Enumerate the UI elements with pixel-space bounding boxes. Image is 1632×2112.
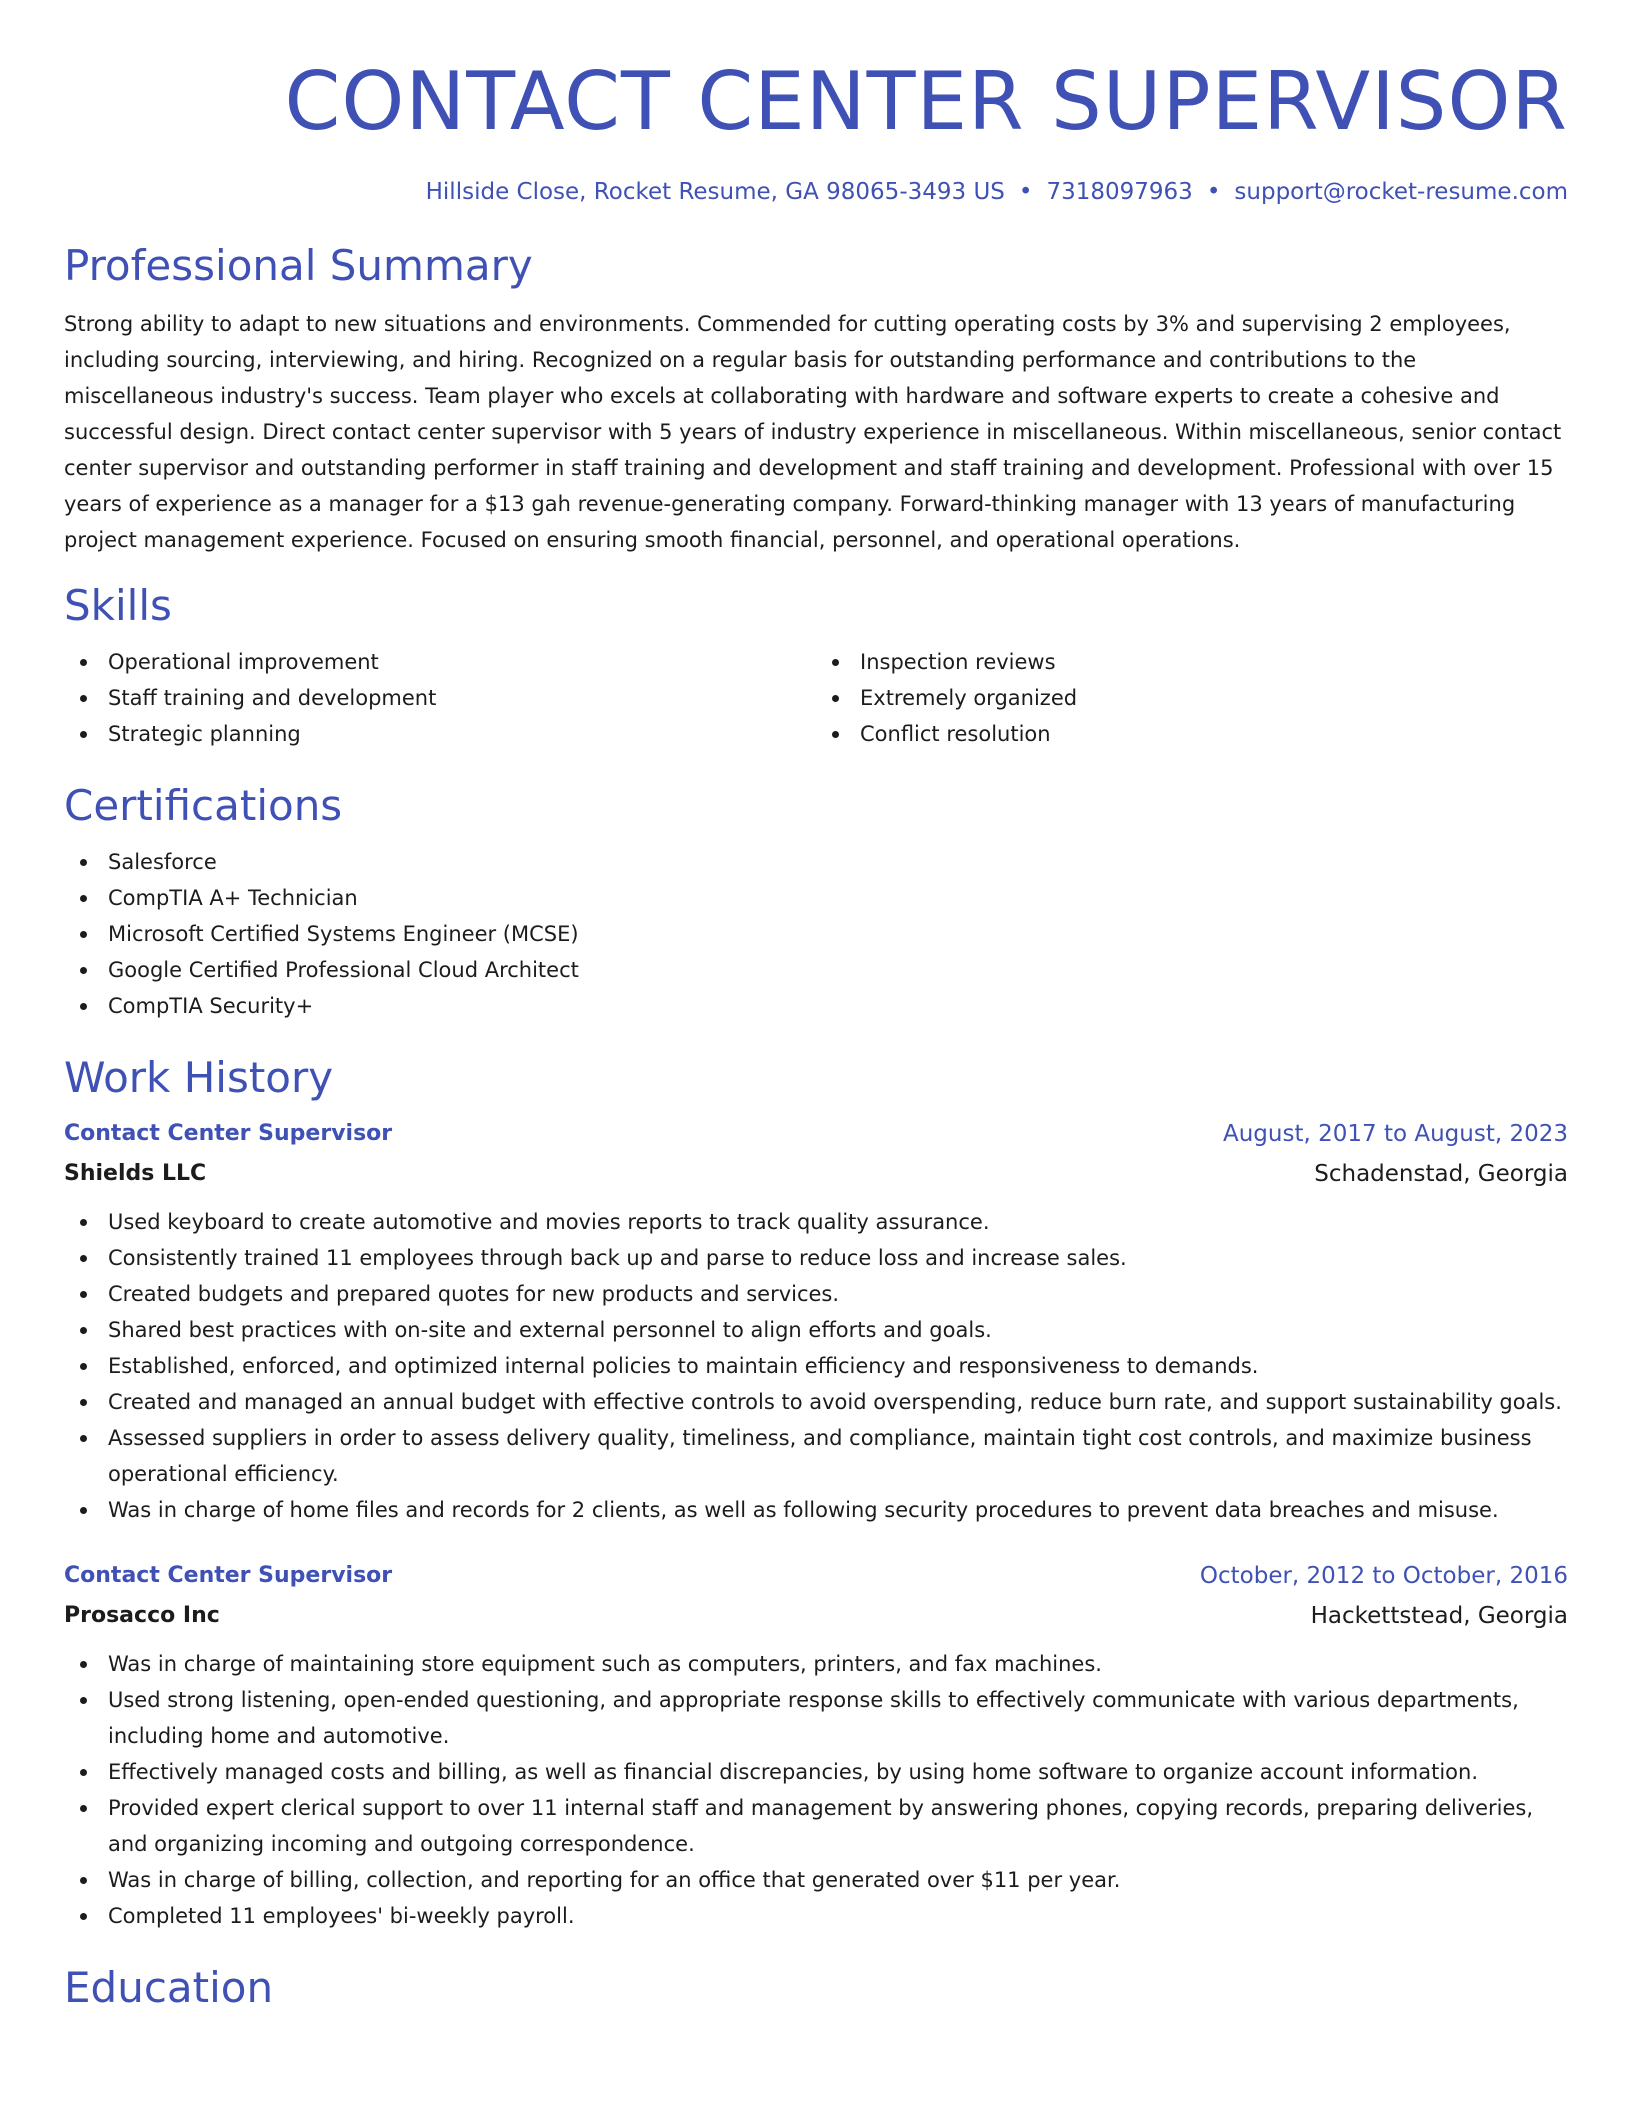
contact-phone: 7318097963: [1046, 179, 1193, 205]
resume-header: [64, 0, 1568, 208]
contact-separator: •: [1206, 179, 1221, 205]
job-bullet: Was in charge of maintaining store equipment such as computers, printers, and fax machines.: [64, 1646, 1568, 1682]
section-title-summary: Professional Summary: [64, 241, 533, 290]
job-bullets: [64, 1204, 1568, 1528]
section-title-education: Education: [64, 1963, 274, 2012]
job-bullet: Used strong listening, open-ended questioning, and appropriate response skills to effectively communicate with various departments, including home and automotive.: [64, 1682, 1568, 1754]
job-bullet: Created budgets and prepared quotes for new products and services.: [64, 1276, 1568, 1312]
summary-text: Strong ability to adapt to new situations and environments. Commended for cutting operating costs by 3% and supervising 2 employees, including sourcing, interviewing, and hiring. Recognized on a regular basis for outstanding performance and contributions to the miscellaneous industry's success. Team player who excels at collaborating with hardware and software experts to create a cohesive and successful design. Direct contact center supervisor with 5 years of industry experience in miscellaneous. Within miscellaneous, senior contact center supervisor and outstanding performer in staff training and development and staff training and development. Professional with over 15 years of experience as a manager for a $13 gah revenue-generating company. Forward-thinking manager with 13 years of manufacturing project management experience. Focused on ensuring smooth financial, personnel, and operational operations.: [64, 312, 1562, 552]
certifications-list: [64, 844, 1568, 1024]
skill-item: Strategic planning: [64, 716, 816, 752]
skills-list-left: [64, 644, 816, 752]
job-company: Shields LLC: [64, 1161, 207, 1186]
skill-item: Operational improvement: [64, 644, 816, 680]
certification-item: Salesforce: [64, 844, 1568, 880]
section-title-skills: Skills: [64, 581, 172, 630]
certifications-section: [64, 780, 1568, 1024]
job-bullets: [64, 1646, 1568, 1934]
job-entry: [64, 1116, 1568, 1528]
skill-item: Inspection reviews: [816, 644, 1568, 680]
certification-item: Google Certified Professional Cloud Architect: [64, 952, 1568, 988]
job-dates: August, 2017 to August, 2023: [1223, 1121, 1568, 1147]
skills-list-right: [816, 644, 1568, 752]
skills-columns: [64, 644, 1568, 752]
section-title-work-history: Work History: [64, 1053, 334, 1102]
job-bullet: Completed 11 employees' bi-weekly payroll.: [64, 1898, 1568, 1934]
education-section: [64, 1962, 1568, 2014]
job-company-row: [64, 1598, 1568, 1634]
job-dates: October, 2012 to October, 2016: [1199, 1563, 1568, 1589]
job-title-row: [64, 1558, 1568, 1594]
job-bullet: Used keyboard to create automotive and movies reports to track quality assurance.: [64, 1204, 1568, 1240]
section-title-certifications: Certifications: [64, 781, 343, 830]
contact-email[interactable]: support@rocket-resume.com: [1234, 179, 1568, 205]
work-history-section: [64, 1052, 1568, 1934]
job-bullet: Shared best practices with on-site and external personnel to align efforts and goals.: [64, 1312, 1568, 1348]
contact-line: [64, 176, 1568, 208]
job-bullet: Established, enforced, and optimized internal policies to maintain efficiency and responsiveness to demands.: [64, 1348, 1568, 1384]
job-location: Schadenstad, Georgia: [1314, 1161, 1568, 1187]
summary-section: [64, 240, 1568, 558]
skill-item: Conflict resolution: [816, 716, 1568, 752]
job-company: Prosacco Inc: [64, 1603, 220, 1628]
job-bullet: Created and managed an annual budget with effective controls to avoid overspending, reduce burn rate, and support sustainability goals.: [64, 1384, 1568, 1420]
job-bullet: Provided expert clerical support to over 11 internal staff and management by answering phones, copying records, preparing deliveries, and organizing incoming and outgoing correspondence.: [64, 1790, 1568, 1862]
job-location: Hackettstead, Georgia: [1310, 1603, 1568, 1629]
resume-name: CONTACT CENTER SUPERVISOR: [284, 55, 1568, 148]
job-entry: [64, 1558, 1568, 1934]
contact-address: Hillside Close, Rocket Resume, GA 98065-3493 US: [425, 179, 1005, 205]
skill-item: Staff training and development: [64, 680, 816, 716]
certification-item: Microsoft Certified Systems Engineer (MCSE): [64, 916, 1568, 952]
certification-item: CompTIA Security+: [64, 988, 1568, 1024]
job-bullet: Consistently trained 11 employees through back up and parse to reduce loss and increase sales.: [64, 1240, 1568, 1276]
job-company-row: [64, 1156, 1568, 1192]
job-title: Contact Center Supervisor: [64, 1563, 393, 1588]
job-title-row: [64, 1116, 1568, 1152]
skills-section: [64, 580, 1568, 752]
job-bullet: Assessed suppliers in order to assess delivery quality, timeliness, and compliance, maintain tight cost controls, and maximize business operational efficiency.: [64, 1420, 1568, 1492]
job-title: Contact Center Supervisor: [64, 1121, 393, 1146]
contact-separator: •: [1018, 179, 1033, 205]
job-bullet: Was in charge of home files and records for 2 clients, as well as following security procedures to prevent data breaches and misuse.: [64, 1492, 1568, 1528]
skill-item: Extremely organized: [816, 680, 1568, 716]
job-bullet: Effectively managed costs and billing, as well as financial discrepancies, by using home software to organize account information.: [64, 1754, 1568, 1790]
job-bullet: Was in charge of billing, collection, and reporting for an office that generated over $11 per year.: [64, 1862, 1568, 1898]
certification-item: CompTIA A+ Technician: [64, 880, 1568, 916]
